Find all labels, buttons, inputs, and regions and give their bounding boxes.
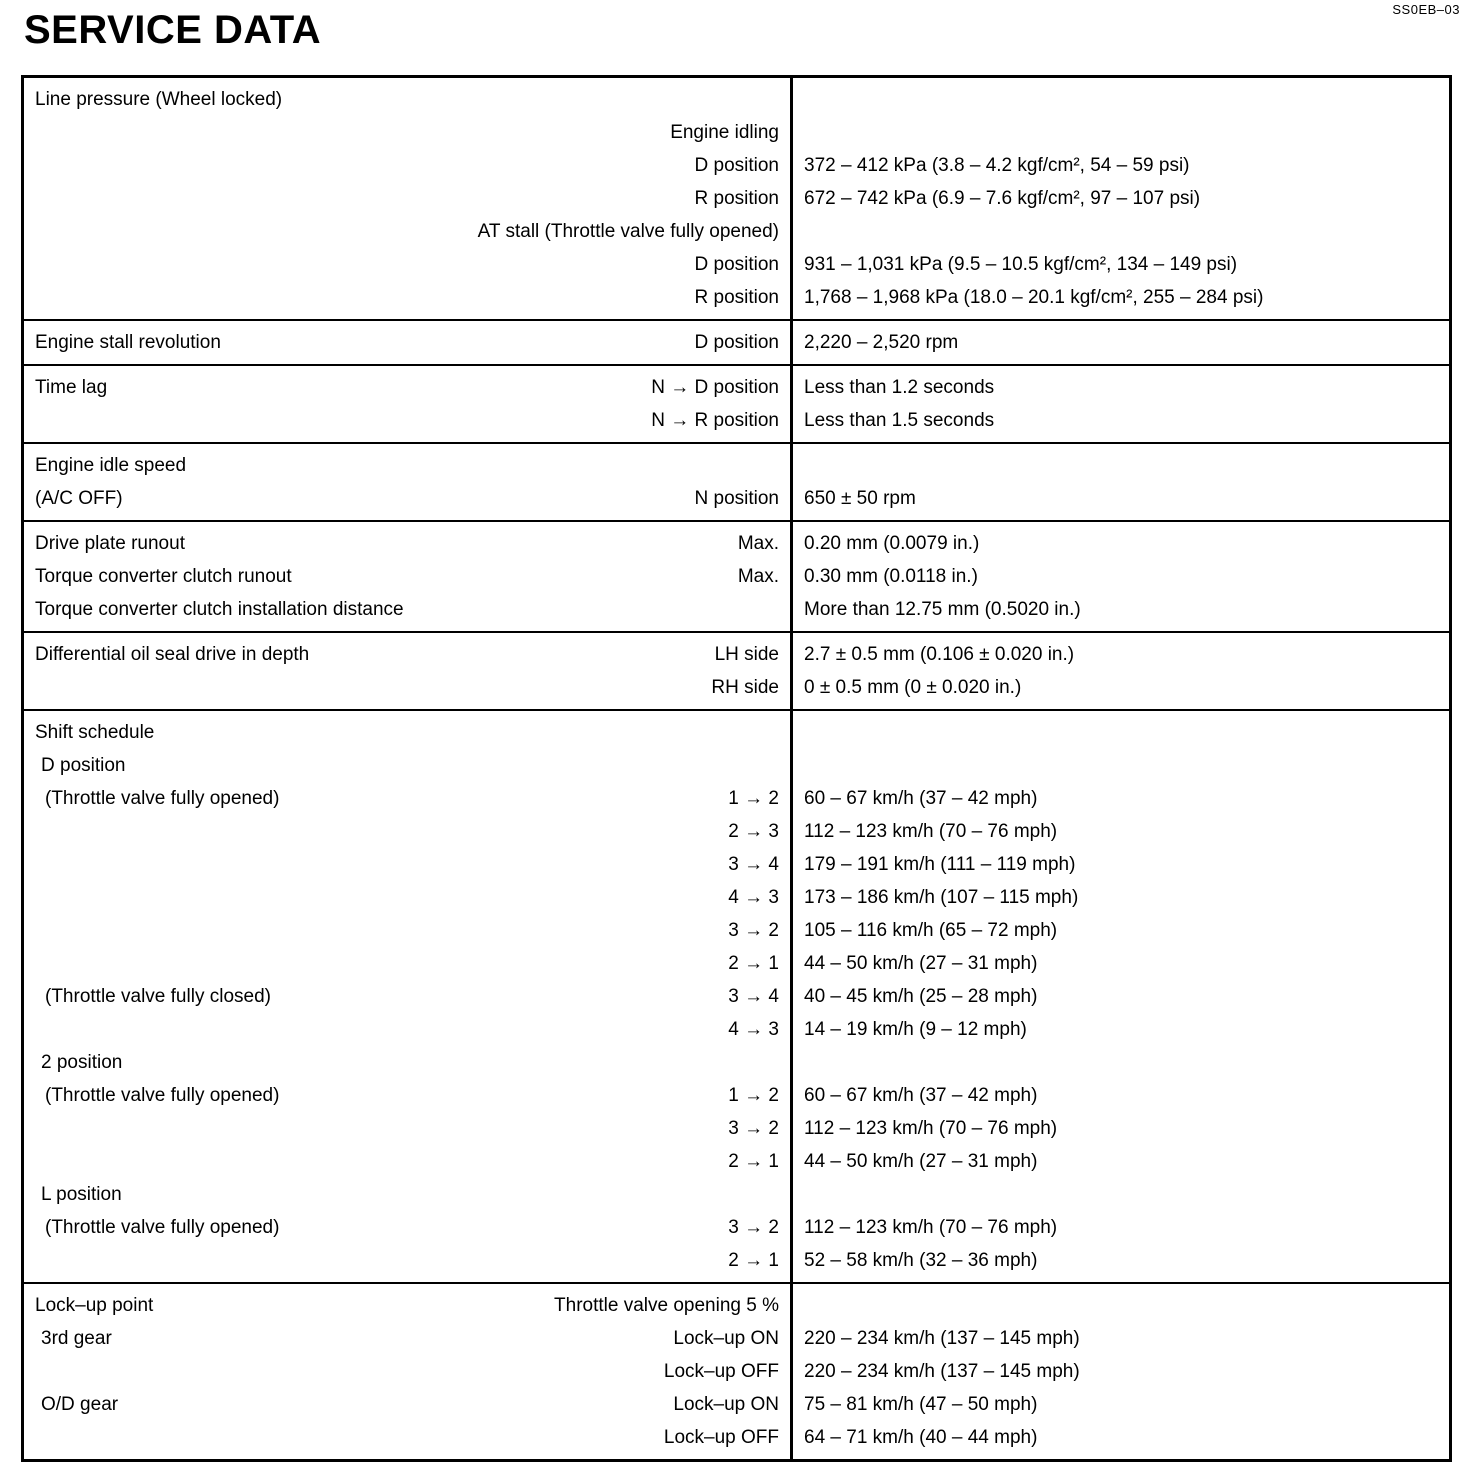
spec-label: L position: [41, 1184, 122, 1205]
spec-qualifier: N → R position: [651, 410, 779, 431]
spec-row: [24, 782, 790, 815]
spec-row: [24, 1289, 790, 1322]
spec-label: O/D gear: [41, 1394, 119, 1415]
spec-value: 179 – 191 km/h (111 – 119 mph): [804, 854, 1076, 875]
spec-value: [793, 1289, 1449, 1322]
spec-value: [793, 116, 1449, 149]
spec-qualifier: 2 → 1: [728, 1250, 779, 1271]
spec-row: [24, 1178, 790, 1211]
spec-value: Less than 1.5 seconds: [804, 410, 995, 431]
spec-row: [24, 1079, 790, 1112]
spec-name-column: [24, 366, 793, 442]
spec-row: [24, 560, 790, 593]
spec-value: 0 ± 0.5 mm (0 ± 0.020 in.): [804, 677, 1022, 698]
spec-value: More than 12.75 mm (0.5020 in.): [804, 599, 1081, 620]
spec-qualifier: 4 → 3: [728, 1019, 779, 1040]
spec-qualifier: 3 → 2: [728, 1217, 779, 1238]
spec-value: 0.30 mm (0.0118 in.): [804, 566, 978, 587]
spec-row: [24, 593, 790, 626]
spec-row: [24, 116, 790, 149]
page-code: SS0EB–03: [1392, 2, 1460, 17]
spec-label: Drive plate runout: [35, 533, 185, 554]
spec-row: [24, 404, 790, 437]
spec-qualifier: N → D position: [651, 377, 779, 398]
spec-row: [24, 182, 790, 215]
spec-qualifier: LH side: [714, 644, 779, 665]
spec-row: [24, 1322, 790, 1355]
spec-row: [24, 1013, 790, 1046]
table-section-differential-oil-seal: [24, 631, 1449, 709]
spec-qualifier: D position: [694, 155, 779, 176]
spec-qualifier: Lock–up ON: [673, 1394, 779, 1415]
spec-value: 52 – 58 km/h (32 – 36 mph): [804, 1250, 1038, 1271]
spec-label: Shift schedule: [35, 722, 155, 743]
spec-row: [24, 815, 790, 848]
spec-value: 44 – 50 km/h (27 – 31 mph): [804, 1151, 1038, 1172]
spec-qualifier: D position: [694, 254, 779, 275]
spec-label: D position: [41, 755, 126, 776]
spec-qualifier: D position: [694, 332, 779, 353]
spec-value: 75 – 81 km/h (47 – 50 mph): [804, 1394, 1038, 1415]
spec-row: [24, 671, 790, 704]
spec-row: [24, 248, 790, 281]
spec-label: Time lag: [35, 377, 108, 398]
spec-row: [24, 281, 790, 314]
spec-value-column: [793, 444, 1449, 520]
service-data-table: [21, 75, 1452, 1462]
spec-value: [793, 83, 1449, 116]
spec-row: [24, 83, 790, 116]
spec-label: Lock–up point: [35, 1295, 154, 1316]
spec-value-column: [793, 1284, 1449, 1459]
spec-value: 112 – 123 km/h (70 – 76 mph): [804, 1217, 1058, 1238]
spec-value: [793, 716, 1449, 749]
table-section-time-lag: [24, 364, 1449, 442]
spec-label: Engine stall revolution: [35, 332, 221, 353]
spec-qualifier: Max.: [737, 566, 779, 587]
spec-value: 220 – 234 km/h (137 – 145 mph): [804, 1328, 1080, 1349]
table-section-engine-idle-speed: [24, 442, 1449, 520]
spec-value-column: [793, 633, 1449, 709]
spec-qualifier: Engine idling: [670, 122, 779, 143]
spec-row: [24, 914, 790, 947]
spec-value: 650 ± 50 rpm: [804, 488, 916, 509]
spec-qualifier: 1 → 2: [728, 1085, 779, 1106]
spec-qualifier: 3 → 4: [728, 986, 779, 1007]
spec-value: [793, 1046, 1449, 1079]
spec-label: Line pressure (Wheel locked): [35, 89, 283, 110]
spec-value: 40 – 45 km/h (25 – 28 mph): [804, 986, 1038, 1007]
spec-value: [793, 749, 1449, 782]
spec-value: 105 – 116 km/h (65 – 72 mph): [804, 920, 1058, 941]
spec-value-column: [793, 522, 1449, 631]
spec-label: 3rd gear: [41, 1328, 112, 1349]
spec-row: [24, 1355, 790, 1388]
spec-value: 1,768 – 1,968 kPa (18.0 – 20.1 kgf/cm², 255 – 284 psi): [804, 287, 1264, 308]
spec-row: [24, 1388, 790, 1421]
spec-value: 372 – 412 kPa (3.8 – 4.2 kgf/cm², 54 – 59 psi): [804, 155, 1190, 176]
page-title: SERVICE DATA: [24, 8, 322, 52]
spec-label: Torque converter clutch installation distance: [35, 599, 404, 620]
spec-name-column: [24, 78, 793, 319]
spec-row: [24, 716, 790, 749]
spec-value: 2.7 ± 0.5 mm (0.106 ± 0.020 in.): [804, 644, 1075, 665]
spec-value: [793, 449, 1449, 482]
spec-qualifier: N position: [694, 488, 779, 509]
spec-qualifier: Lock–up OFF: [663, 1427, 779, 1448]
spec-value: 60 – 67 km/h (37 – 42 mph): [804, 1085, 1038, 1106]
spec-name-column: [24, 321, 793, 364]
spec-value: Less than 1.2 seconds: [804, 377, 995, 398]
spec-value: 931 – 1,031 kPa (9.5 – 10.5 kgf/cm², 134 – 149 psi): [804, 254, 1238, 275]
spec-row: [24, 1211, 790, 1244]
spec-label: Torque converter clutch runout: [35, 566, 292, 587]
spec-row: [24, 326, 790, 359]
spec-qualifier: 1 → 2: [728, 788, 779, 809]
spec-label: Differential oil seal drive in depth: [35, 644, 310, 665]
spec-value: 112 – 123 km/h (70 – 76 mph): [804, 821, 1058, 842]
spec-name-column: [24, 444, 793, 520]
spec-value: 60 – 67 km/h (37 – 42 mph): [804, 788, 1038, 809]
spec-label: (Throttle valve fully opened): [45, 1085, 280, 1106]
spec-qualifier: AT stall (Throttle valve fully opened): [477, 221, 779, 242]
spec-qualifier: 2 → 1: [728, 1151, 779, 1172]
spec-qualifier: 2 → 1: [728, 953, 779, 974]
spec-value: 14 – 19 km/h (9 – 12 mph): [804, 1019, 1027, 1040]
spec-qualifier: 3 → 4: [728, 854, 779, 875]
spec-name-column: [24, 1284, 793, 1459]
table-section-engine-stall-revolution: [24, 319, 1449, 364]
spec-qualifier: R position: [694, 188, 779, 209]
spec-label: 2 position: [41, 1052, 123, 1073]
spec-value: 44 – 50 km/h (27 – 31 mph): [804, 953, 1038, 974]
spec-row: [24, 371, 790, 404]
spec-label: (Throttle valve fully opened): [45, 1217, 280, 1238]
spec-qualifier: Max.: [737, 533, 779, 554]
spec-qualifier: 4 → 3: [728, 887, 779, 908]
spec-label: (Throttle valve fully opened): [45, 788, 280, 809]
spec-row: [24, 449, 790, 482]
spec-value: 2,220 – 2,520 rpm: [804, 332, 959, 353]
spec-row: [24, 881, 790, 914]
spec-row: [24, 749, 790, 782]
spec-value: [793, 1178, 1449, 1211]
spec-row: [24, 638, 790, 671]
spec-row: [24, 149, 790, 182]
spec-value: 0.20 mm (0.0079 in.): [804, 533, 980, 554]
spec-label: (Throttle valve fully closed): [45, 986, 271, 1007]
spec-row: [24, 1145, 790, 1178]
spec-qualifier: 2 → 3: [728, 821, 779, 842]
spec-value: 64 – 71 km/h (40 – 44 mph): [804, 1427, 1038, 1448]
spec-row: [24, 848, 790, 881]
spec-value: [793, 215, 1449, 248]
spec-label: (A/C OFF): [35, 488, 123, 509]
spec-value: 112 – 123 km/h (70 – 76 mph): [804, 1118, 1058, 1139]
spec-qualifier: 3 → 2: [728, 920, 779, 941]
table-section-shift-schedule: [24, 709, 1449, 1282]
spec-value-column: [793, 321, 1449, 364]
spec-qualifier: 3 → 2: [728, 1118, 779, 1139]
table-section-lock-up-point: [24, 1282, 1449, 1459]
spec-row: [24, 527, 790, 560]
spec-name-column: [24, 633, 793, 709]
spec-qualifier: Lock–up OFF: [663, 1361, 779, 1382]
table-section-runout: [24, 520, 1449, 631]
spec-row: [24, 980, 790, 1013]
spec-row: [24, 1244, 790, 1277]
spec-row: [24, 215, 790, 248]
spec-value-column: [793, 366, 1449, 442]
spec-qualifier: Throttle valve opening 5 %: [554, 1295, 779, 1316]
spec-name-column: [24, 522, 793, 631]
spec-value-column: [793, 711, 1449, 1282]
spec-row: [24, 1046, 790, 1079]
spec-name-column: [24, 711, 793, 1282]
spec-value: 173 – 186 km/h (107 – 115 mph): [804, 887, 1079, 908]
spec-row: [24, 947, 790, 980]
table-section-line-pressure: [24, 78, 1449, 319]
spec-qualifier: R position: [694, 287, 779, 308]
spec-value: 220 – 234 km/h (137 – 145 mph): [804, 1361, 1080, 1382]
spec-value: 672 – 742 kPa (6.9 – 7.6 kgf/cm², 97 – 107 psi): [804, 188, 1201, 209]
spec-row: [24, 1112, 790, 1145]
spec-qualifier: Lock–up ON: [673, 1328, 779, 1349]
spec-row: [24, 1421, 790, 1454]
spec-row: [24, 482, 790, 515]
spec-qualifier: RH side: [711, 677, 779, 698]
spec-label: Engine idle speed: [35, 455, 187, 476]
spec-value-column: [793, 78, 1449, 319]
